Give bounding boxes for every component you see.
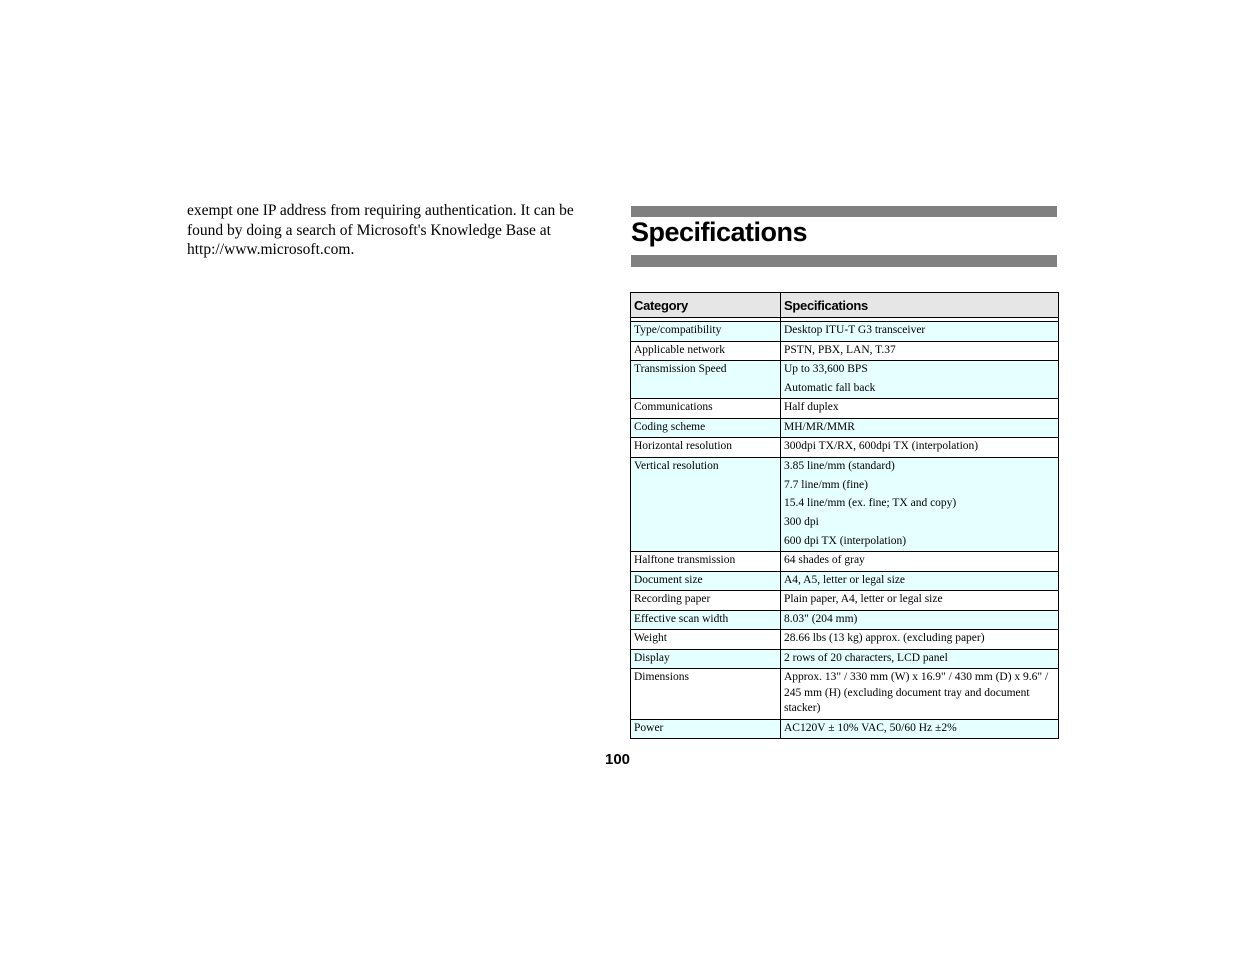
body-paragraph: exempt one IP address from requiring authentication. It can be found by doing a search of Microsoft's Knowledge Base at http://www.microsoft.com. [187, 202, 574, 258]
category-cell: Power [631, 719, 781, 739]
specification-cell [781, 341, 1059, 361]
specification-cell [781, 418, 1059, 438]
specification-cell [781, 649, 1059, 669]
table-header-row [631, 293, 1059, 318]
category-cell: Applicable network [631, 341, 781, 361]
table-row [631, 669, 1059, 720]
category-cell: Weight [631, 630, 781, 650]
specifications-table [630, 292, 1059, 739]
category-cell: Recording paper [631, 591, 781, 611]
specification-value: 64 shades of gray [784, 554, 865, 567]
specification-value: Automatic fall back [784, 381, 876, 394]
page-number: 100 [604, 751, 631, 768]
specification-cell [781, 630, 1059, 650]
specification-value: Approx. 13" / 330 mm (W) x 16.9" / 430 mm (D) x 9.6" / 245 mm (H) (excluding document tray and document stacker) [784, 671, 1049, 715]
specification-value: 28.66 lbs (13 kg) approx. (excluding paper) [784, 632, 985, 645]
specification-cell [781, 399, 1059, 419]
table-row [631, 610, 1059, 630]
table-row [631, 719, 1059, 739]
specification-cell [781, 457, 1059, 552]
specification-cell [781, 591, 1059, 611]
table-row [631, 322, 1059, 342]
specification-value: 3.85 line/mm (standard) [784, 459, 895, 472]
specification-value: AC120V ± 10% VAC, 50/60 Hz ±2% [784, 721, 957, 734]
specification-cell [781, 552, 1059, 572]
table-row [631, 361, 1059, 399]
table-row [631, 341, 1059, 361]
category-cell: Halftone transmission [631, 552, 781, 572]
category-cell: Document size [631, 571, 781, 591]
table-row [631, 418, 1059, 438]
table-row [631, 457, 1059, 552]
table-row [631, 649, 1059, 669]
table-body [631, 318, 1059, 739]
specification-value: MH/MR/MMR [784, 420, 855, 433]
category-cell: Coding scheme [631, 418, 781, 438]
specification-cell [781, 669, 1059, 720]
specification-value: PSTN, PBX, LAN, T.37 [784, 343, 896, 356]
specification-value: 7.7 line/mm (fine) [784, 478, 868, 491]
category-cell: Communications [631, 399, 781, 419]
specification-value: Up to 33,600 BPS [784, 363, 868, 375]
table-row [631, 571, 1059, 591]
category-cell: Transmission Speed [631, 361, 781, 399]
specification-cell [781, 571, 1059, 591]
specification-value: 600 dpi TX (interpolation) [784, 534, 907, 547]
table-row [631, 438, 1059, 458]
specification-value: 300 dpi [784, 516, 819, 529]
section-title: Specifications [631, 217, 808, 247]
specification-value: A4, A5, letter or legal size [784, 573, 906, 586]
category-cell: Horizontal resolution [631, 438, 781, 458]
specification-value: Desktop ITU-T G3 transceiver [784, 324, 926, 336]
category-cell: Type/compatibility [631, 322, 781, 342]
table-row [631, 591, 1059, 611]
column-header-category: Category [631, 293, 781, 318]
specification-cell [781, 438, 1059, 458]
specification-value: 15.4 line/mm (ex. fine; TX and copy) [784, 497, 957, 510]
specification-value: 8.03" (204 mm) [784, 612, 858, 625]
specification-value: 2 rows of 20 characters, LCD panel [784, 651, 948, 664]
title-rule-bottom [631, 255, 1057, 267]
specification-cell [781, 361, 1059, 399]
specification-cell [781, 610, 1059, 630]
specification-cell [781, 719, 1059, 739]
column-header-specifications: Specifications [781, 293, 1059, 318]
specification-value: 300dpi TX/RX, 600dpi TX (interpolation) [784, 440, 979, 453]
category-cell: Dimensions [631, 669, 781, 720]
category-cell: Effective scan width [631, 610, 781, 630]
table-row [631, 399, 1059, 419]
table-row [631, 552, 1059, 572]
category-cell: Vertical resolution [631, 457, 781, 552]
category-cell: Display [631, 649, 781, 669]
specification-value: Half duplex [784, 401, 839, 414]
table-row [631, 630, 1059, 650]
specification-value: Plain paper, A4, letter or legal size [784, 593, 943, 606]
specification-cell [781, 322, 1059, 342]
